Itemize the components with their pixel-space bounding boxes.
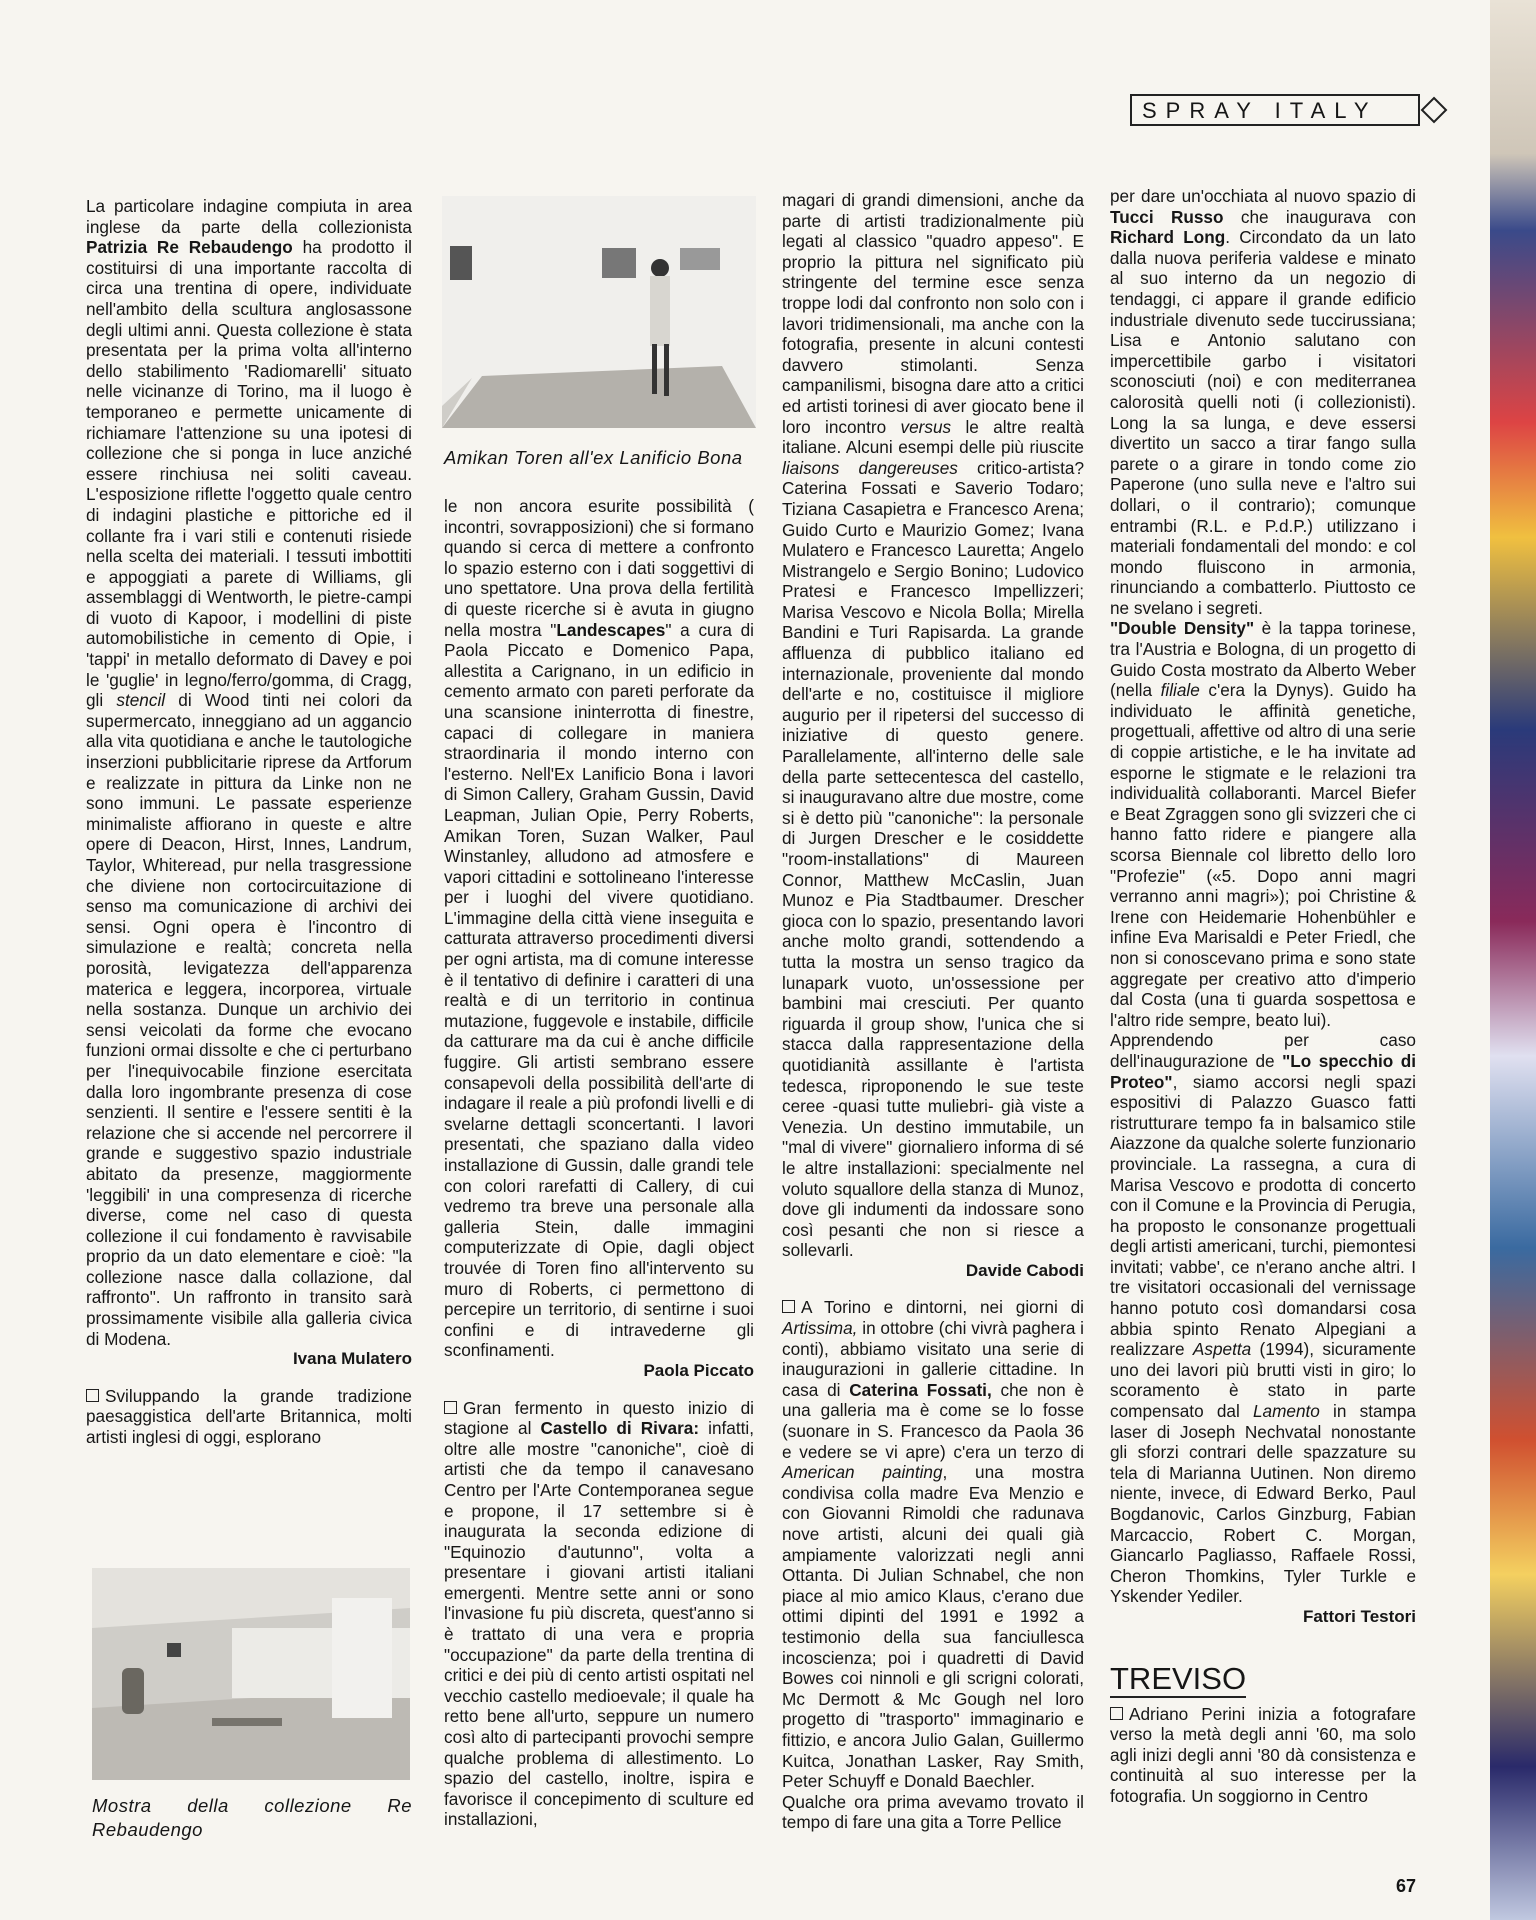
caption-rebaudengo: Mostra della collezione Re Rebaudengo [92,1795,412,1840]
section-title-treviso: TREVISO [1110,1660,1247,1696]
article-paragraph: Adriano Perini inizia a fotografare verso la metà degli anni '60, ma solo agli inizi degli anni '80 dà consistenza e continuità al suo interesse per la fotografia. Un soggiorno in Centro [1110,1703,1416,1806]
author-signature: Paola Piccato [643,1360,754,1380]
author-signature: Fattori Testori [1302,1606,1416,1626]
checkbox-bullet-icon [444,1401,457,1414]
column-4 [1110,186,1416,1807]
adjacent-page-edge [1490,0,1536,1920]
column-2 [444,496,754,1830]
diamond-icon [1420,96,1448,124]
article-paragraph: per dare un'occhiata al nuovo spazio di Tucci Russo che inaugurava con Richard Long. Circondato da un lato dalla nuova periferia valdese e minato al suo interno da un negozio di tendaggi, ci appare il grande edificio industriale divenuto sede tuccirussiana; Lisa e Antonio salutano con impercettibile garbo i visitatori sconosciuti (noi) e con mediterranea calorosità quelli noti (i collezionisti). Long la sa lunga, e deve essersi divertito un sacco a tirar fango sulla parete o a girare in tondo come zio Paperone (uno sulla neve e l'altro sui dollari, o il contrario); comunque entrambi (R.L. e P.d.P.) utilizzano i materiali fondamentali del mondo: e col mondo fluiscono in armonia, rinunciando a combatterlo. Piuttosto ce ne svelano i segreti. [1110,186,1417,618]
article-paragraph: La particolare indagine compiuta in area inglese da parte della collezionista Patrizia Re Rebaudengo ha prodotto il costituirsi di una importante raccolta di circa una trentina di opere, individuate nell'ambito della scultura anglosassone degli ultimi anni. Questa collezione è stata presentata per la prima volta all'interno dello stabilimento 'Radiomarelli' situato nelle vicinanze di Torino, ma il luogo è temporaneo e permette unicamente di richiamare l'attenzione su una ipotesi di collezione che si ponga in luce anziché essere rinchiusa nei soliti caveau. L'esposizione riflette l'oggetto quale centro di indagini plastiche e pittoriche ed il collante fra i vari stili e contenuti risiede nella scelta dei materiali. I tessuti imbottiti e appoggiati a parete di Williams, gli assemblaggi di Wentworth, le pietre-campi di vuoto di Kapoor, i modellini di piste automobilistiche in cemento di Opie, i 'tappi' in metallo deformato di Davey e poi le 'guglie' in legno/ferro/gomma, di Cragg, gli stencil di Wood tinti nei colori da supermercato, inneggiano ad un aggancio alla vita quotidiana e anche le tautologiche inserzioni pubblicitarie riprese da Artforum e realizzate in pittura da Linke non ne sono immuni. Le passate esperienze minimaliste affiorano in queste e altre opere di Deacon, Hirst, Innes, Landrum, Taylor, Whiteread, pur nella trasgressione che diviene non cortocircuitazione di senso ma comunicazione di archivi dei sensi. Ogni opera è l'incontro di simulazione e realtà; concreta nella porosità, levigatezza dell'apparenza materica e leggera, incorporea, virtuale nella sostanza. Dunque un archivio dei sensi veicolati da forme che evocano funzioni ormai dissolte e che ci perturbano per l'inequivocabile finzione esercitata dalla loro ingombrante presenza di cose senzienti. Il sentire e l'essere sentiti è la relazione che si accende nel percorrere il grande e suggestivo spazio industriale abitato da presenze, maggiormente 'leggibili' in una compresenza di ricerche diverse, come nel caso di questa collezione il cui fondamento è ravvisabile proprio da un dato elementare e cioè: "la collezione nasce dalla collazione, dal raffronto". Un raffronto in transito sarà prossimamente visibile alla galleria civica di Modena. [86,196,412,1349]
author-signature: Davide Cabodi [965,1260,1084,1280]
article-paragraph: A Torino e dintorni, nei giorni di Artissima, in ottobre (chi vivrà paghera i conti), abbiamo visitato una serie di inaugurazioni in gallerie cittadine. In casa di Caterina Fossati, che non è una galleria ma è come se lo fosse (suonare in S. Francesco da Paola 36 e vedere se vi apre) c'era un terzo di American painting, una mostra condivisa colla madre Eva Menzio e con Giovanni Rimoldi che radunava nove artisti, alcuni dei quali già ampiamente valorizzati negli anni Ottanta. Di Julian Schnabel, che non piace al mio amico Klaus, c'erano due ottimi dipinti del 1991 e 1992 a testimonio della sua fanciullesca incoscienza; poi i quadretti di David Bowes coi ninnoli e gli scrigni colorati, Mc Dermott & Mc Gough nel loro progetto di "trasporto" immaginario e fittizio, e ancora Julio Galan, Guillermo Kuitca, Jonathan Lasker, Ray Smith, Peter Schuyff e Donald Baechler. [782,1297,1085,1792]
exhibition-photo-rebaudengo [92,1568,410,1780]
article-paragraph: le non ancora esurite possibilità ( incontri, sovrapposizioni) che si formano quando si cerca di mettere a confronto lo spazio esterno con i dati soggettivi di uno spettatore. Una prova della fertilità di queste ricerche si è avuta in giugno nella mostra "Landescapes" a cura di Paola Piccato e Domenico Papa, allestita a Carignano, in un edificio in cemento armato con pareti perforate da una scansione ininterrotta di finestre, capaci di collegare in maniera straordinaria il mondo interno con l'esterno. Nell'Ex Lanificio Bona i lavori di Simon Callery, Graham Gussin, David Leapman, Julian Opie, Perry Roberts, Amikan Toren, Suzan Walker, Paul Winstanley, alludono ad atmosfere e vapori cittadini e sottolineano l'interesse per i luoghi del vivere quotidiano. L'immagine della città viene inseguita e catturata attraverso procedimenti diversi per ogni artista, ma di comune interesse è il tentativo di definire i caratteri di una realtà e di un territorio in continua mutazione, fuggevole e instabile, difficile da catturare ma da cui è anche difficile fuggire. Gli artisti sembrano essere consapevoli della possibilità dell'arte di indagare il reale a più profondi livelli e di svelarne dettagli sconcertanti. I lavori presentati, che spaziano dalla video installazione di Gussin, dalle grandi tele con colori rarefatti di Callery, di cui vedremo tra breve una personale alla galleria Stein, dalle immagini computerizzate di Opie, dagli object trouvée di Toren fino all'intervento su muro di Roberts, ci permettono di percepire un territorio, di sentirne i suoi confini e di intravederne gli sconfinamenti. [444,496,754,1361]
article-paragraph: Sviluppando la grande tradizione paesaggistica dell'arte Britannica, molti artisti inglesi di oggi, esplorano [86,1385,412,1448]
article-paragraph: Apprendendo per caso dell'inaugurazione de "Lo specchio di Proteo", siamo accorsi negli spazi espositivi di Palazzo Guasco fatti ristrutturare tempo fa in balsamico stile Aiazzone da qualche solerte funzionario provinciale. La rassegna, a cura di Marisa Vescovo e prodotta di concerto con il Comune e la Provincia di Perugia, ha proposto le consonanze progettuali degli artisti americani, turchi, piemontesi invitati; vabbe', ce n'erano anche altri. I tre visitatori occasionali del vernissage hanno potuto così domandarsi cosa abbia spinto Renato Alpegiani a realizzare Aspetta (1994), sicuramente uno dei lavori più brutti visti in giro; lo scoramento è stato in parte compensato dal Lamento in stampa laser di Joseph Nechvatal nonostante gli sforzi contrari delle spazzature su tela di Marianna Uutinen. Non diremo niente, invece, di Edward Berko, Paul Bogdanovic, Carlos Ginzburg, Fabian Marcaccio, Robert C. Morgan, Giancarlo Pagliasso, Raffaele Rossi, Cheron Thomkins, Tyler Turkle e Yskender Yediler. [1110,1030,1416,1607]
exhibition-photo-toren [442,196,756,428]
column-3 [782,190,1084,1833]
section-label: SPRAY ITALY [1142,98,1378,123]
checkbox-bullet-icon [86,1389,99,1402]
checkbox-bullet-icon [1110,1707,1123,1720]
page-number: 67 [1396,1876,1417,1896]
checkbox-bullet-icon [782,1300,795,1313]
section-header [1130,94,1420,126]
article-paragraph: "Double Density" è la tappa torinese, tra l'Austria e Bologna, di un progetto di Guido Costa mostrato da Alberto Weber (nella filiale c'era la Dynys). Guido ha individuato le affinità genetiche, progettuali, affettive od altro di una serie di coppie artistiche, e le ha invitate ad esporne le stigmate e le relazioni tra individualità collaboranti. Marcel Biefer e Beat Zgraggen sono gli svizzeri che ci hanno fatto ridere e piangere alla scorsa Biennale col libretto dello loro "Profezie" («5. Dopo anni magri verranno anni magri»); poi Christine & Irene con Heidemarie Hohenbühler e infine Eva Marisaldi e Peter Friedl, che non si conoscevano prima e sono state aggregate per creativo atto d'imperio dal Costa (una ti guarda sospettosa e l'altro ride sempre, beato lui). [1110,618,1417,1030]
column-1 [86,196,412,1448]
article-paragraph: Qualche ora prima avevamo trovato il tempo di fare una gita a Torre Pellice [782,1791,1084,1833]
article-paragraph: magari di grandi dimensioni, anche da parte di artisti tradizionalmente più legati al classico "quadro appeso". E proprio la pittura nel significato più stringente del termine esce senza troppe lodi dal confronto non solo con i lavori tridimensionali, ma anche con la fotografia, presente in alcuni contesti davvero stimolanti. Senza campanilismi, bisogna dare atto a critici ed artisti torinesi di aver giocato bene il loro incontro versus le altre realtà italiane. Alcuni esempi delle più riuscite liaisons dangereuses critico-artista? Caterina Fossati e Saverio Todaro; Tiziana Casapietra e Francesco Arena; Guido Curto e Maurizio Gomez; Ivana Mulatero e Francesco Lauretta; Angelo Mistrangelo e Sergio Bonino; Ludovico Pratesi e Francesco Impellizzeri; Marisa Vescovo e Nicola Bolla; Mirella Bandini e Turi Rapisarda. La grande affluenza di pubblico italiano ed internazionale, proveniente dal mondo dell'arte e no, costituisce il migliore augurio per il ripetersi del successo di iniziative di questo genere. Parallelamente, all'interno delle sale della parte settecentesca del castello, si inauguravano altre due mostre, come si è detto più "canoniche": la personale di Jurgen Drescher e le cosiddette "room-installations" di Maureen Connor, Matthew McCaslin, Juan Munoz e Pia Stadtbaumer. Drescher gioca con lo spazio, presentando lavori anche molto grandi, sottendendo a tutta la mostra un senso tragico da lunapark vuoto, un'ossessione per bambini mai cresciuti. Per quanto riguarda il group show, l'unica che si stacca dalla rappresentazione della quotidianità assillante è l'artista tedesca, riproponendo le sue teste ceree -quasi tutte muliebri- già viste a Venezia. Un destino immutabile, un "mal di vivere" giornaliero informa di sé le altre installazioni: specialmente nel voluto squallore della stanza di Munoz, dove gli indumenti da indossare sono così pesanti che non si riesce a sollevarli. [782,190,1085,1261]
caption-toren: Amikan Toren all'ex Lanificio Bona [444,447,743,468]
author-signature: Ivana Mulatero [292,1349,412,1369]
article-paragraph: Gran fermento in questo inizio di stagione al Castello di Rivara: infatti, oltre alle mostre "canoniche", cioè di artisti che da tempo il canavesano Centro per l'Arte Contemporanea segue e propone, il 17 settembre si è inaugurata la seconda edizione di "Equinozio d'autunno", volta a presentare i giovani artisti italiani emergenti. Mentre sette anni or sono l'invasione fu più discreta, quest'anno si è trattato di una vera e propria "occupazione" da parte della trentina di critici e dei più di cento artisti ospitati nel vecchio castello medioevale; il quale ha retto bene all'urto, seppure un numero così alto di partecipanti provochi sempre qualche problema di allestimento. Lo spazio del castello, inoltre, ispira e favorisce il concepimento di sculture ed installazioni, [444,1397,754,1830]
